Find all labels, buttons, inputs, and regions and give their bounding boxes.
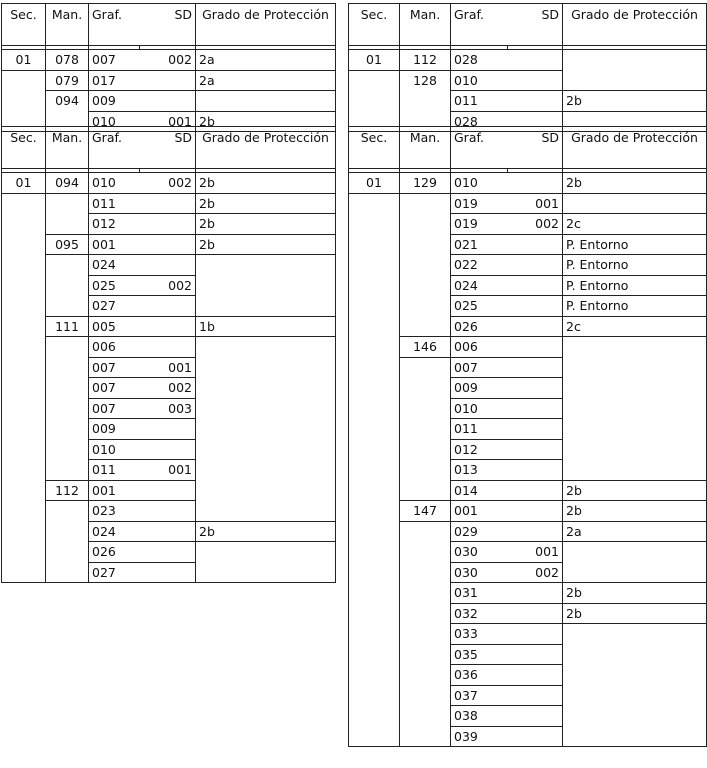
grado-cell [563, 624, 707, 747]
graf-cell: 025 [89, 275, 140, 296]
man-cell: 112 [46, 480, 89, 501]
sec-cell [2, 70, 46, 132]
sd-cell [508, 316, 563, 337]
grado-cell: 2b [196, 521, 336, 542]
grado-cell: 2b [196, 214, 336, 235]
grado-cell: P. Entorno [563, 296, 707, 317]
graf-cell: 010 [451, 70, 508, 91]
sd-cell [508, 603, 563, 624]
graf-cell: 027 [89, 562, 140, 583]
sec-cell: 01 [349, 50, 400, 71]
header-sec: Sec. [349, 127, 400, 169]
graf-cell: 021 [451, 234, 508, 255]
table-row [2, 70, 336, 91]
sd-cell [508, 357, 563, 378]
man-cell [46, 193, 89, 234]
table-row [2, 50, 336, 71]
sd-cell [508, 726, 563, 747]
graf-cell: 017 [89, 70, 140, 91]
sd-cell: 002 [508, 562, 563, 583]
table-row [349, 193, 707, 214]
man-cell: 111 [46, 316, 89, 337]
sd-cell [140, 501, 196, 522]
sd-cell [508, 234, 563, 255]
sd-cell: 002 [140, 275, 196, 296]
graf-cell: 005 [89, 316, 140, 337]
man-cell: 129 [400, 173, 451, 194]
grado-cell: P. Entorno [563, 275, 707, 296]
grado-cell [563, 50, 707, 91]
graf-cell: 009 [89, 419, 140, 440]
grado-cell [196, 542, 336, 583]
sd-cell [140, 562, 196, 583]
graf-cell: 024 [89, 521, 140, 542]
graf-cell: 028 [451, 50, 508, 71]
table-row [2, 173, 336, 194]
grado-cell [196, 255, 336, 317]
graf-cell: 012 [451, 439, 508, 460]
graf-cell: 006 [89, 337, 140, 358]
man-cell: 078 [46, 50, 89, 71]
header-graf: Graf. [89, 127, 140, 169]
sd-cell [140, 255, 196, 276]
sd-cell [508, 480, 563, 501]
sd-cell [508, 419, 563, 440]
sec-cell [349, 193, 400, 747]
sd-cell [508, 275, 563, 296]
header-row [2, 127, 336, 169]
sd-cell [508, 91, 563, 112]
man-cell: 147 [400, 501, 451, 522]
sd-cell [508, 583, 563, 604]
graf-cell: 024 [89, 255, 140, 276]
grado-cell: 2b [563, 91, 707, 112]
header-man: Man. [400, 127, 451, 169]
grado-cell: 2b [196, 173, 336, 194]
grado-cell: 2b [563, 480, 707, 501]
header-graf: Graf. [451, 4, 508, 46]
header-sec: Sec. [349, 4, 400, 46]
sd-cell [508, 439, 563, 460]
graf-cell: 010 [89, 173, 140, 194]
sd-cell: 001 [140, 460, 196, 481]
header-grado: Grado de Protección [196, 4, 336, 46]
header-man: Man. [46, 127, 89, 169]
sd-cell [508, 685, 563, 706]
graf-cell: 006 [451, 337, 508, 358]
graf-cell: 028 [451, 111, 508, 132]
table-row [2, 91, 336, 112]
sd-cell [508, 296, 563, 317]
graf-cell: 011 [89, 460, 140, 481]
sd-cell: 003 [140, 398, 196, 419]
graf-cell: 026 [89, 542, 140, 563]
graf-cell: 035 [451, 644, 508, 665]
table-row [349, 50, 707, 71]
header-grado: Grado de Protección [563, 127, 707, 169]
graf-cell: 010 [89, 439, 140, 460]
man-cell [46, 337, 89, 481]
sd-cell [140, 521, 196, 542]
sd-cell: 002 [508, 214, 563, 235]
header-row [349, 127, 707, 169]
table-row [2, 316, 336, 337]
graf-cell: 011 [451, 419, 508, 440]
header-row [2, 4, 336, 46]
sd-cell [140, 439, 196, 460]
graf-cell: 007 [89, 357, 140, 378]
grado-cell: 2a [563, 521, 707, 542]
grado-cell: 2c [563, 316, 707, 337]
table-top-left [1, 3, 336, 132]
graf-cell: 033 [451, 624, 508, 645]
header-sd: SD [508, 127, 563, 169]
table-bottom-right [348, 126, 707, 747]
graf-cell: 011 [89, 193, 140, 214]
table-row [349, 521, 707, 542]
sd-cell: 001 [508, 193, 563, 214]
grado-cell: 2b [563, 603, 707, 624]
sd-cell [508, 173, 563, 194]
graf-cell: 011 [451, 91, 508, 112]
man-cell: 094 [46, 91, 89, 132]
man-cell: 095 [46, 234, 89, 255]
graf-cell: 012 [89, 214, 140, 235]
graf-cell: 024 [451, 275, 508, 296]
sd-cell [140, 419, 196, 440]
header-sec: Sec. [2, 127, 46, 169]
graf-cell: 031 [451, 583, 508, 604]
table-row [2, 234, 336, 255]
sd-cell [508, 665, 563, 686]
graf-cell: 007 [89, 50, 140, 71]
grado-cell: 2b [196, 111, 336, 132]
sd-cell [140, 91, 196, 112]
graf-cell: 010 [451, 173, 508, 194]
graf-cell: 030 [451, 562, 508, 583]
grado-cell: 2a [196, 70, 336, 91]
sd-cell: 001 [140, 111, 196, 132]
man-cell [46, 501, 89, 583]
sd-cell [140, 70, 196, 91]
graf-cell: 029 [451, 521, 508, 542]
header-sec: Sec. [2, 4, 46, 46]
graf-cell: 013 [451, 460, 508, 481]
sd-cell [508, 398, 563, 419]
grado-cell: 1b [196, 316, 336, 337]
sec-cell: 01 [2, 173, 46, 194]
sd-cell [140, 480, 196, 501]
grado-cell [196, 337, 336, 522]
table-bottom-left [1, 126, 336, 583]
man-cell: 094 [46, 173, 89, 194]
graf-cell: 023 [89, 501, 140, 522]
graf-cell: 001 [89, 480, 140, 501]
graf-cell: 039 [451, 726, 508, 747]
sd-cell [140, 193, 196, 214]
graf-cell: 019 [451, 193, 508, 214]
header-grado: Grado de Protección [563, 4, 707, 46]
graf-cell: 009 [89, 91, 140, 112]
sd-cell [140, 296, 196, 317]
man-cell: 112 [400, 50, 451, 71]
table-row [349, 501, 707, 522]
header-sd: SD [508, 4, 563, 46]
sd-cell: 002 [140, 50, 196, 71]
graf-cell: 009 [451, 378, 508, 399]
table-row [349, 337, 707, 358]
sd-cell: 001 [508, 542, 563, 563]
graf-cell: 010 [89, 111, 140, 132]
graf-cell: 030 [451, 542, 508, 563]
header-sd: SD [140, 4, 196, 46]
sd-cell [508, 337, 563, 358]
sec-cell: 01 [2, 50, 46, 71]
grado-cell: 2b [563, 583, 707, 604]
graf-cell: 001 [89, 234, 140, 255]
grado-cell: 2c [563, 214, 707, 235]
grado-cell [196, 91, 336, 112]
sd-cell: 002 [140, 378, 196, 399]
man-cell [400, 357, 451, 501]
graf-cell: 037 [451, 685, 508, 706]
graf-cell: 007 [451, 357, 508, 378]
graf-cell: 036 [451, 665, 508, 686]
grado-cell: P. Entorno [563, 255, 707, 276]
sd-cell [508, 706, 563, 727]
sd-cell [508, 70, 563, 91]
header-man: Man. [400, 4, 451, 46]
table-row [2, 193, 336, 214]
sec-cell: 01 [349, 173, 400, 194]
grado-cell: 2b [196, 193, 336, 214]
grado-cell [563, 337, 707, 481]
header-man: Man. [46, 4, 89, 46]
header-grado: Grado de Protección [196, 127, 336, 169]
man-cell: 128 [400, 70, 451, 132]
graf-cell: 019 [451, 214, 508, 235]
graf-cell: 025 [451, 296, 508, 317]
man-cell: 146 [400, 337, 451, 358]
sd-cell [140, 542, 196, 563]
man-cell [400, 193, 451, 337]
grado-cell [563, 542, 707, 583]
graf-cell: 026 [451, 316, 508, 337]
sd-cell: 001 [140, 357, 196, 378]
header-graf: Graf. [451, 127, 508, 169]
graf-cell: 022 [451, 255, 508, 276]
graf-cell: 007 [89, 398, 140, 419]
grado-cell: 2a [196, 50, 336, 71]
table-top-right [348, 3, 707, 132]
sd-cell [140, 234, 196, 255]
graf-cell: 014 [451, 480, 508, 501]
sd-cell [508, 460, 563, 481]
sd-cell [508, 521, 563, 542]
sd-cell [508, 50, 563, 71]
grado-cell: 2b [563, 173, 707, 194]
grado-cell: P. Entorno [563, 234, 707, 255]
grado-cell: 2b [196, 234, 336, 255]
grado-cell [563, 193, 707, 214]
graf-cell: 038 [451, 706, 508, 727]
sd-cell [140, 214, 196, 235]
graf-cell: 001 [451, 501, 508, 522]
sd-cell: 002 [140, 173, 196, 194]
table-row [349, 173, 707, 194]
header-sd: SD [140, 127, 196, 169]
graf-cell: 032 [451, 603, 508, 624]
sec-cell [349, 70, 400, 132]
sd-cell [508, 501, 563, 522]
sd-cell [140, 316, 196, 337]
table-row [2, 337, 336, 358]
graf-cell: 010 [451, 398, 508, 419]
header-row [349, 4, 707, 46]
header-graf: Graf. [89, 4, 140, 46]
sd-cell [508, 255, 563, 276]
graf-cell: 027 [89, 296, 140, 317]
man-cell: 079 [46, 70, 89, 91]
graf-cell: 007 [89, 378, 140, 399]
man-cell [400, 521, 451, 747]
table-row [2, 255, 336, 276]
sd-cell [508, 378, 563, 399]
sd-cell [140, 337, 196, 358]
sec-cell [2, 193, 46, 583]
grado-cell: 2b [563, 501, 707, 522]
sd-cell [508, 624, 563, 645]
man-cell [46, 255, 89, 317]
sd-cell [508, 644, 563, 665]
